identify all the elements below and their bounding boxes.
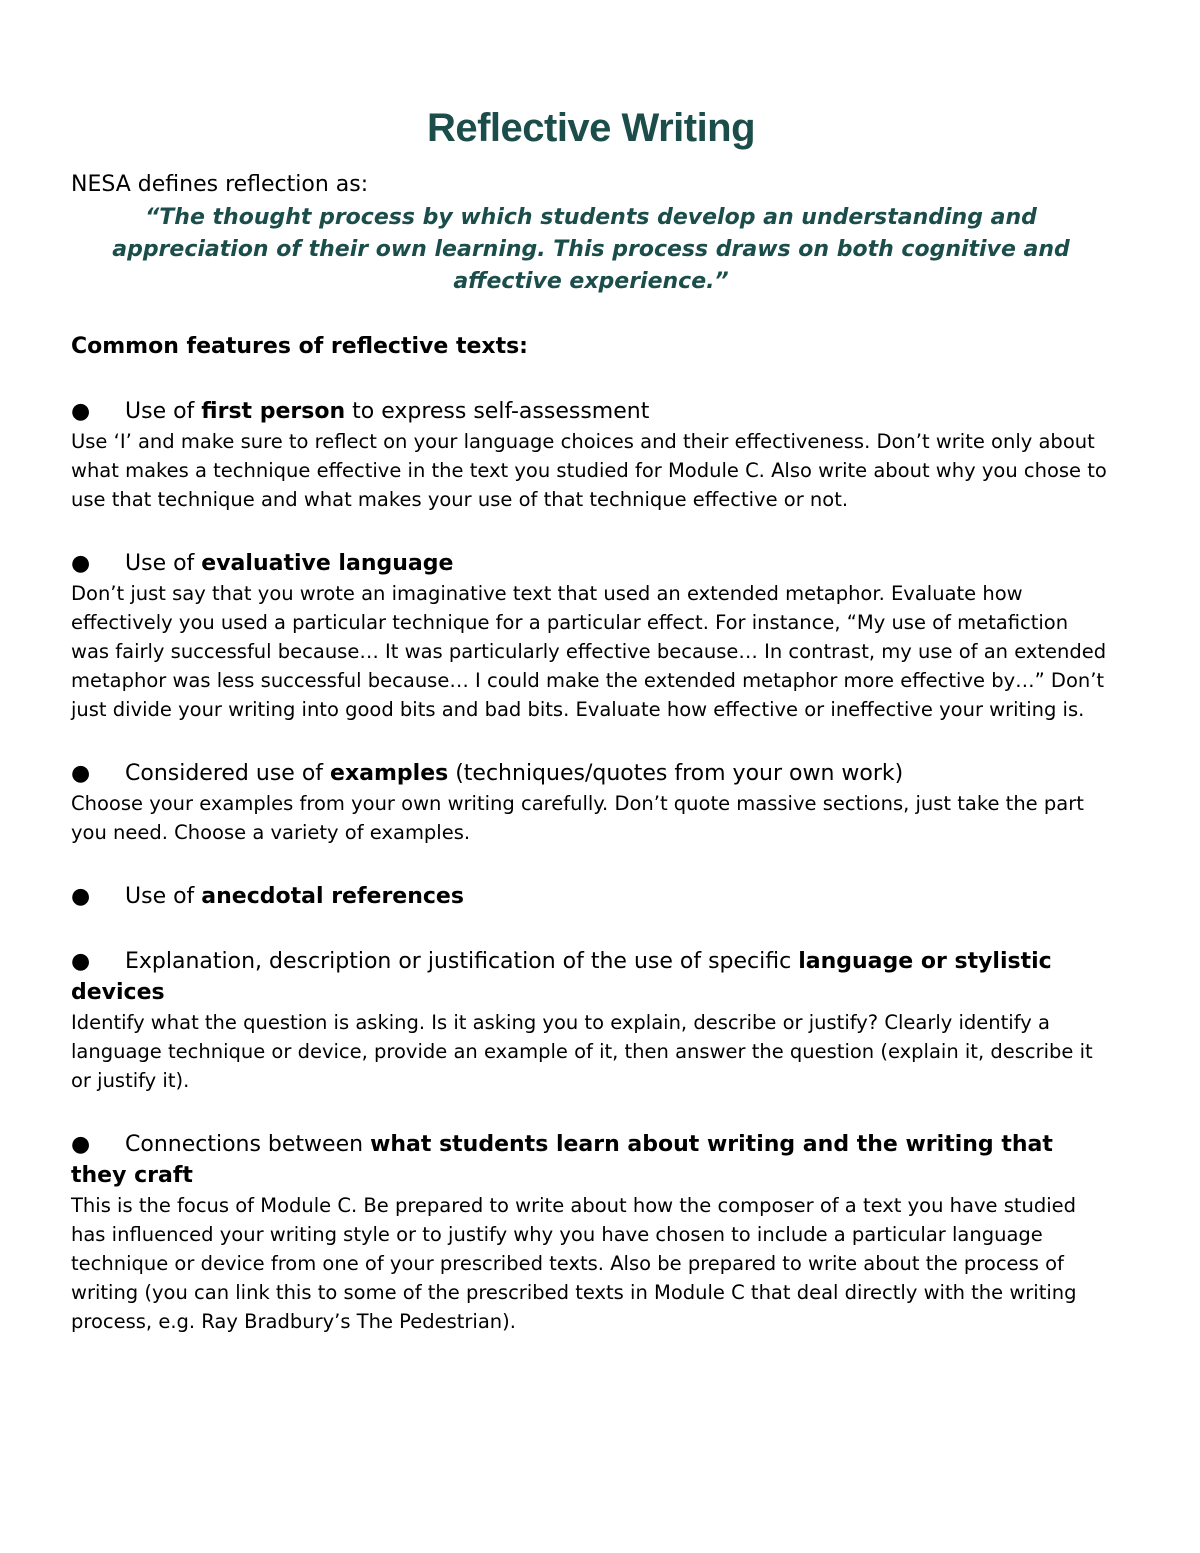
feature-heading: ● Use of anecdotal references	[71, 881, 1111, 912]
bullet-icon: ●	[71, 551, 91, 576]
bullet-icon: ●	[71, 399, 91, 424]
feature-heading: ● Use of evaluative language	[71, 548, 1111, 579]
document-title: Reflective Writing	[426, 106, 756, 150]
feature-heading: ● Considered use of examples (techniques/quotes from your own work)	[71, 758, 1111, 789]
bullet-icon: ●	[71, 884, 91, 909]
feature-description: Choose your examples from your own writing carefully. Don’t quote massive sections, just take the part you need. Choose a variety of examples.	[71, 792, 1084, 844]
bullet-icon: ●	[71, 1132, 91, 1157]
document-page	[71, 100, 1111, 1336]
feature-anecdotal-references	[71, 881, 1111, 912]
nesa-definition-quote: “The thought process by which students develop an understanding and appreciation of their own learning. This process draws on both cognitive and affective experience.”	[112, 205, 1070, 294]
feature-heading: ● Use of first person to express self-assessment	[71, 396, 1111, 427]
intro-text: NESA defines reflection as:	[71, 172, 369, 197]
feature-description: This is the focus of Module C. Be prepared to write about how the composer of a text you have studied has influenced your writing style or to justify why you have chosen to include a particular language technique or device from one of your prescribed texts. Also be prepared to write about the process of writing (you can link this to some of the prescribed texts in Module C that deal directly with the writing process, e.g. Ray Bradbury’s The Pedestrian).	[71, 1194, 1077, 1333]
feature-heading: ● Explanation, description or justification of the use of specific language or stylistic devices	[71, 946, 1111, 1008]
features-heading: Common features of reflective texts:	[71, 334, 528, 359]
feature-connections	[71, 1129, 1111, 1336]
feature-heading: ● Connections between what students learn about writing and the writing that they craft	[71, 1129, 1111, 1191]
feature-description: Use ‘I’ and make sure to reflect on your language choices and their effectiveness. Don’t write only about what makes a technique effective in the text you studied for Module C. Also write about why you chose to use that technique and what makes your use of that technique effective or not.	[71, 430, 1107, 511]
feature-description: Don’t just say that you wrote an imaginative text that used an extended metaphor. Evaluate how effectively you used a particular technique for a particular effect. For instance, “My use of metafiction was fairly successful because… It was particularly effective because… In contrast, my use of an extended metaphor was less successful because… I could make the extended metaphor more effective by…” Don’t just divide your writing into good bits and bad bits. Evaluate how effective or ineffective your writing is.	[71, 582, 1107, 721]
feature-description: Identify what the question is asking. Is it asking you to explain, describe or justify? Clearly identify a language technique or device, provide an example of it, then answer the question (explain it, describe it or justify it).	[71, 1011, 1093, 1092]
feature-examples	[71, 758, 1111, 847]
bullet-icon: ●	[71, 949, 91, 974]
feature-first-person	[71, 396, 1111, 514]
feature-stylistic-devices	[71, 946, 1111, 1095]
feature-evaluative-language	[71, 548, 1111, 724]
bullet-icon: ●	[71, 761, 91, 786]
